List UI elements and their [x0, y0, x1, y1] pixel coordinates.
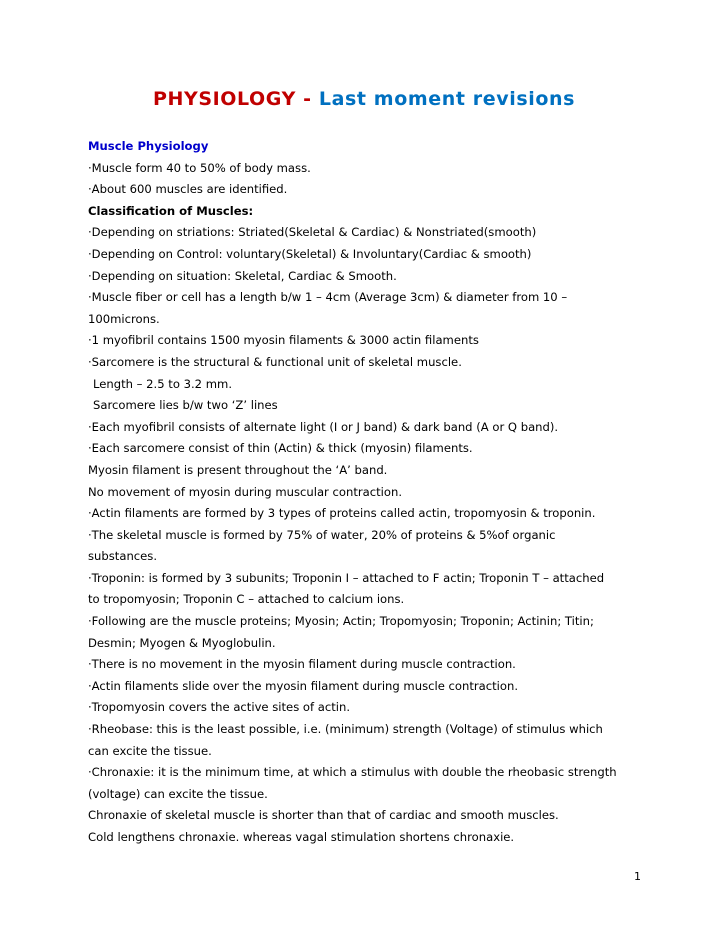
text-line: ·Depending on situation: Skeletal, Cardiac & Smooth. [88, 268, 397, 283]
text-line: Myosin filament is present throughout the ‘A’ band. [88, 462, 388, 477]
text-line: ·Muscle form 40 to 50% of body mass. [88, 160, 311, 175]
text-line: ·Depending on Control: voluntary(Skeletal) & Involuntary(Cardiac & smooth) [88, 246, 532, 261]
text-line: to tropomyosin; Troponin C – attached to calcium ions. [88, 592, 405, 607]
text-line: ·Troponin: is formed by 3 subunits; Troponin I – attached to F actin; Troponin T – attached [88, 570, 605, 585]
text-line: (voltage) can excite the tissue. [88, 786, 268, 801]
text-line: ·Chronaxie: it is the minimum time, at which a stimulus with double the rheobasic strength [88, 765, 617, 780]
text-line: Desmin; Myogen & Myoglobulin. [88, 635, 276, 650]
text-line: ·There is no movement in the myosin filament during muscle contraction. [88, 657, 516, 672]
text-line: Cold lengthens chronaxie. whereas vagal stimulation shortens chronaxie. [88, 830, 515, 844]
text-line: ·Sarcomere is the structural & functional unit of skeletal muscle. [88, 354, 462, 369]
subsection-heading: Classification of Muscles: [88, 203, 254, 218]
text-line: can excite the tissue. [88, 743, 212, 758]
title-subject: PHYSIOLOGY [152, 88, 296, 110]
title-subtitle: Last moment revisions [318, 88, 576, 110]
text-line: ·Muscle fiber or cell has a length b/w 1 – 4cm (Average 3cm) & diameter from 10 – [88, 290, 568, 305]
text-line: ·Rheobase: this is the least possible, i.e. (minimum) strength (Voltage) of stimulus which [88, 722, 603, 737]
section-heading: Muscle Physiology [88, 139, 209, 153]
text-line: ·Each myofibril consists of alternate light (I or J band) & dark band (A or Q band). [88, 419, 559, 434]
text-line: Chronaxie of skeletal muscle is shorter than that of cardiac and smooth muscles. [88, 808, 559, 823]
text-line: Sarcomere lies b/w two ‘Z’ lines [93, 398, 278, 413]
text-line: ·The skeletal muscle is formed by 75% of water, 20% of proteins & 5%of organic [88, 527, 556, 542]
text-line: ·Following are the muscle proteins; Myosin; Actin; Tropomyosin; Troponin; Actinin; Titin; [88, 614, 594, 629]
text-line: ·About 600 muscles are identified. [88, 182, 288, 197]
page-title [0, 88, 728, 110]
text-line: ·Actin filaments are formed by 3 types of proteins called actin, tropomyosin & troponin. [88, 506, 596, 521]
text-line: substances. [88, 549, 158, 564]
text-line: ·Tropomyosin covers the active sites of actin. [88, 700, 351, 715]
text-line: Length – 2.5 to 3.2 mm. [93, 376, 233, 391]
text-line: 100microns. [88, 311, 160, 326]
title-separator: - [295, 88, 319, 110]
text-line: ·Each sarcomere consist of thin (Actin) & thick (myosin) filaments. [88, 441, 473, 456]
text-line: ·1 myofibril contains 1500 myosin filaments & 3000 actin filaments [88, 333, 479, 348]
text-line: ·Actin filaments slide over the myosin filament during muscle contraction. [88, 678, 519, 693]
text-line: No movement of myosin during muscular contraction. [88, 484, 403, 499]
document-body [88, 136, 648, 849]
page-number: 1 [634, 870, 641, 883]
text-line: ·Depending on striations: Striated(Skeletal & Cardiac) & Nonstriated(smooth) [88, 225, 537, 240]
